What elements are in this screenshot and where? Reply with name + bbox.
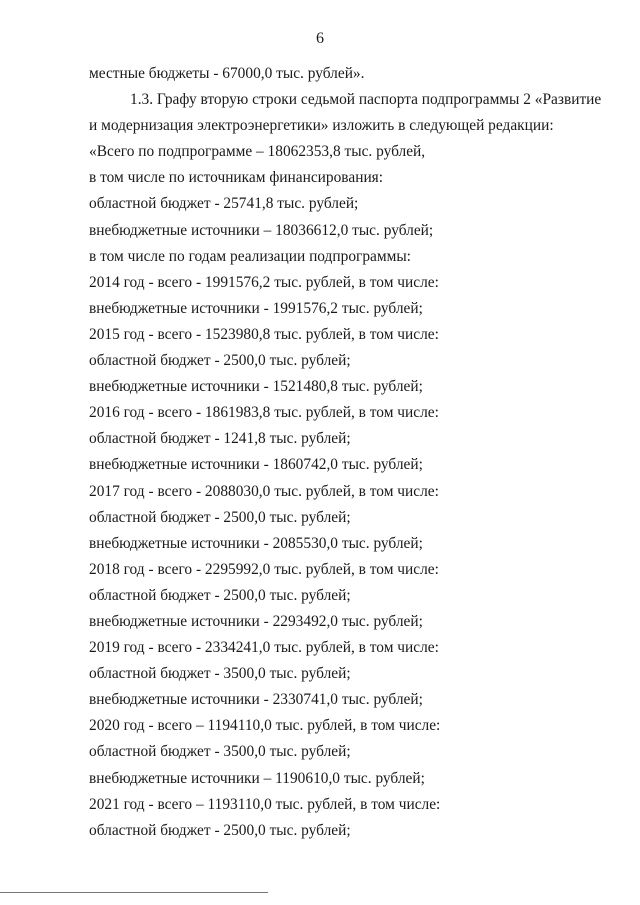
text-line: внебюджетные источники - 1521480,8 тыс. рублей; bbox=[89, 378, 423, 396]
document-body bbox=[89, 61, 624, 844]
text-line: внебюджетные источники – 1190610,0 тыс. рублей; bbox=[89, 769, 425, 787]
text-line: в том числе по годам реализации подпрограммы: bbox=[89, 247, 411, 265]
text-line: областной бюджет - 3500,0 тыс. рублей; bbox=[89, 665, 351, 683]
text-line: областной бюджет - 1241,8 тыс. рублей; bbox=[89, 430, 351, 448]
text-line: внебюджетные источники - 1991576,2 тыс. рублей; bbox=[89, 299, 423, 317]
text-line: 2020 год - всего – 1194110,0 тыс. рублей, в том числе: bbox=[89, 717, 441, 735]
text-line: местные бюджеты - 67000,0 тыс. рублей». bbox=[89, 65, 365, 82]
footer-divider bbox=[0, 892, 268, 893]
text-line: областной бюджет - 2500,0 тыс. рублей; bbox=[89, 586, 351, 604]
text-line: областной бюджет - 2500,0 тыс. рублей; bbox=[89, 352, 351, 370]
text-line: областной бюджет - 3500,0 тыс. рублей; bbox=[89, 743, 351, 761]
text-line: внебюджетные источники – 18036612,0 тыс. рублей; bbox=[89, 221, 434, 239]
text-line: 2014 год - всего - 1991576,2 тыс. рублей, в том числе: bbox=[89, 273, 439, 291]
text-line: 2021 год - всего – 1193110,0 тыс. рублей, в том числе: bbox=[89, 795, 441, 813]
text-line: 2017 год - всего - 2088030,0 тыс. рублей, в том числе: bbox=[89, 482, 439, 500]
page-number: 6 bbox=[316, 30, 324, 47]
text-line: 1.3. Графу вторую строки седьмой паспорта подпрограммы 2 «Развитие bbox=[130, 91, 602, 109]
text-line: и модернизация электроэнергетики» изложить в следующей редакции: bbox=[89, 117, 554, 135]
text-line: областной бюджет - 2500,0 тыс. рублей; bbox=[89, 508, 351, 526]
text-line: внебюджетные источники - 2085530,0 тыс. рублей; bbox=[89, 534, 423, 552]
text-line: 2018 год - всего - 2295992,0 тыс. рублей, в том числе: bbox=[89, 560, 439, 578]
text-line: в том числе по источникам финансирования: bbox=[89, 169, 384, 187]
text-line: внебюджетные источники - 1860742,0 тыс. рублей; bbox=[89, 456, 423, 474]
text-line: 2015 год - всего - 1523980,8 тыс. рублей, в том числе: bbox=[89, 325, 439, 343]
text-line: областной бюджет - 2500,0 тыс. рублей; bbox=[89, 821, 351, 839]
text-line: областной бюджет - 25741,8 тыс. рублей; bbox=[89, 195, 359, 213]
text-line: внебюджетные источники - 2293492,0 тыс. рублей; bbox=[89, 612, 423, 630]
text-line: 2019 год - всего - 2334241,0 тыс. рублей, в том числе: bbox=[89, 639, 439, 657]
text-line: «Всего по подпрограмме – 18062353,8 тыс. рублей, bbox=[89, 143, 426, 161]
text-line: 2016 год - всего - 1861983,8 тыс. рублей, в том числе: bbox=[89, 404, 439, 422]
text-line: внебюджетные источники - 2330741,0 тыс. рублей; bbox=[89, 691, 423, 709]
